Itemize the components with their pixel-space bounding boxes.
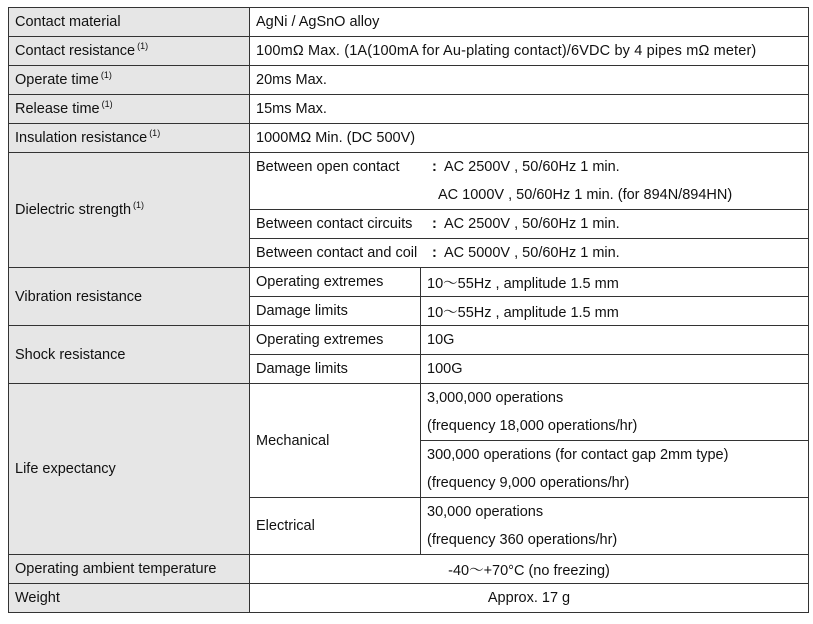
row-contact-resistance (9, 37, 809, 66)
row-vibration-operating (9, 268, 809, 297)
row-life-mechanical-1 (9, 384, 809, 413)
dielectric-open-contact-name: Between open contact (256, 159, 400, 175)
row-operate-time (9, 66, 809, 95)
row-ambient-temperature (9, 555, 809, 584)
dielectric-contact-circuits (250, 210, 809, 239)
footnote-mark: (1) (133, 200, 145, 210)
shock-operating-value: 10G (421, 326, 809, 355)
row-insulation-resistance (9, 124, 809, 153)
footnote-mark: (1) (137, 41, 149, 51)
life-mechanical-entry2-line1: 300,000 operations (for contact gap 2mm type) (421, 441, 809, 470)
footnote-mark: (1) (149, 128, 161, 138)
label-shock-resistance: Shock resistance (9, 326, 250, 384)
row-dielectric-open-1 (9, 153, 809, 182)
dielectric-open-contact-value2: AC 1000V , 50/60Hz 1 min. (for 894N/894HN) (250, 181, 809, 210)
colon: : (432, 159, 437, 175)
label-insulation-resistance: Insulation resistance $^{(1)}$ (9, 124, 250, 153)
life-mechanical-name: Mechanical (250, 384, 421, 498)
dielectric-contact-coil-value: AC 5000V , 50/60Hz 1 min. (444, 245, 620, 261)
life-electrical-line2: (frequency 360 operations/hr) (421, 526, 809, 555)
value-operate-time: 20ms Max. (250, 66, 809, 95)
value-ambient-temperature: -40～+70°C (no freezing) (250, 555, 809, 584)
footnote-mark: (1) (100, 70, 112, 80)
life-electrical-line1: 30,000 operations (421, 498, 809, 527)
dielectric-contact-coil-name: Between contact and coil (256, 245, 418, 261)
label-ambient-temperature: Operating ambient temperature (9, 555, 250, 584)
label-operate-time: Operate time $^{(1)}$ (9, 66, 250, 95)
shock-damage-value: 100G (421, 355, 809, 384)
vibration-operating-name: Operating extremes (250, 268, 421, 297)
value-insulation-resistance: 1000MΩ Min. (DC 500V) (250, 124, 809, 153)
label-contact-material: Contact material (9, 8, 250, 37)
value-contact-resistance: 100mΩ Max. (1A(100mA for Au-plating contact)/6VDC by 4 pipes mΩ meter) (250, 37, 809, 66)
dielectric-contact-coil (250, 239, 809, 268)
row-contact-material (9, 8, 809, 37)
life-mechanical-entry1-line2: (frequency 18,000 operations/hr) (421, 412, 809, 441)
label-dielectric-strength: Dielectric strength $^{(1)}$ (9, 153, 250, 268)
label-contact-resistance: Contact resistance $^{(1)}$ (9, 37, 250, 66)
row-release-time (9, 95, 809, 124)
value-weight: Approx. 17 g (250, 584, 809, 613)
life-electrical-name: Electrical (250, 498, 421, 555)
shock-operating-name: Operating extremes (250, 326, 421, 355)
shock-damage-name: Damage limits (250, 355, 421, 384)
value-release-time: 15ms Max. (250, 95, 809, 124)
vibration-damage-name: Damage limits (250, 297, 421, 326)
vibration-operating-value: 10～55Hz , amplitude 1.5 mm (421, 268, 809, 297)
colon: : (432, 245, 437, 261)
label-vibration-resistance: Vibration resistance (9, 268, 250, 326)
colon: : (432, 216, 437, 232)
label-weight: Weight (9, 584, 250, 613)
value-contact-material: AgNi / AgSnO alloy (250, 8, 809, 37)
row-shock-operating (9, 326, 809, 355)
specifications-table (8, 7, 809, 613)
vibration-damage-value: 10～55Hz , amplitude 1.5 mm (421, 297, 809, 326)
dielectric-open-contact-value1: AC 2500V , 50/60Hz 1 min. (444, 159, 620, 175)
footnote-mark: (1) (101, 99, 113, 109)
life-mechanical-entry1-line1: 3,000,000 operations (421, 384, 809, 413)
dielectric-contact-circuits-name: Between contact circuits (256, 216, 413, 232)
dielectric-open-contact (250, 153, 809, 182)
label-release-time: Release time $^{(1)}$ (9, 95, 250, 124)
row-weight (9, 584, 809, 613)
dielectric-contact-circuits-value: AC 2500V , 50/60Hz 1 min. (444, 216, 620, 232)
life-mechanical-entry2-line2: (frequency 9,000 operations/hr) (421, 469, 809, 498)
label-life-expectancy: Life expectancy (9, 384, 250, 555)
